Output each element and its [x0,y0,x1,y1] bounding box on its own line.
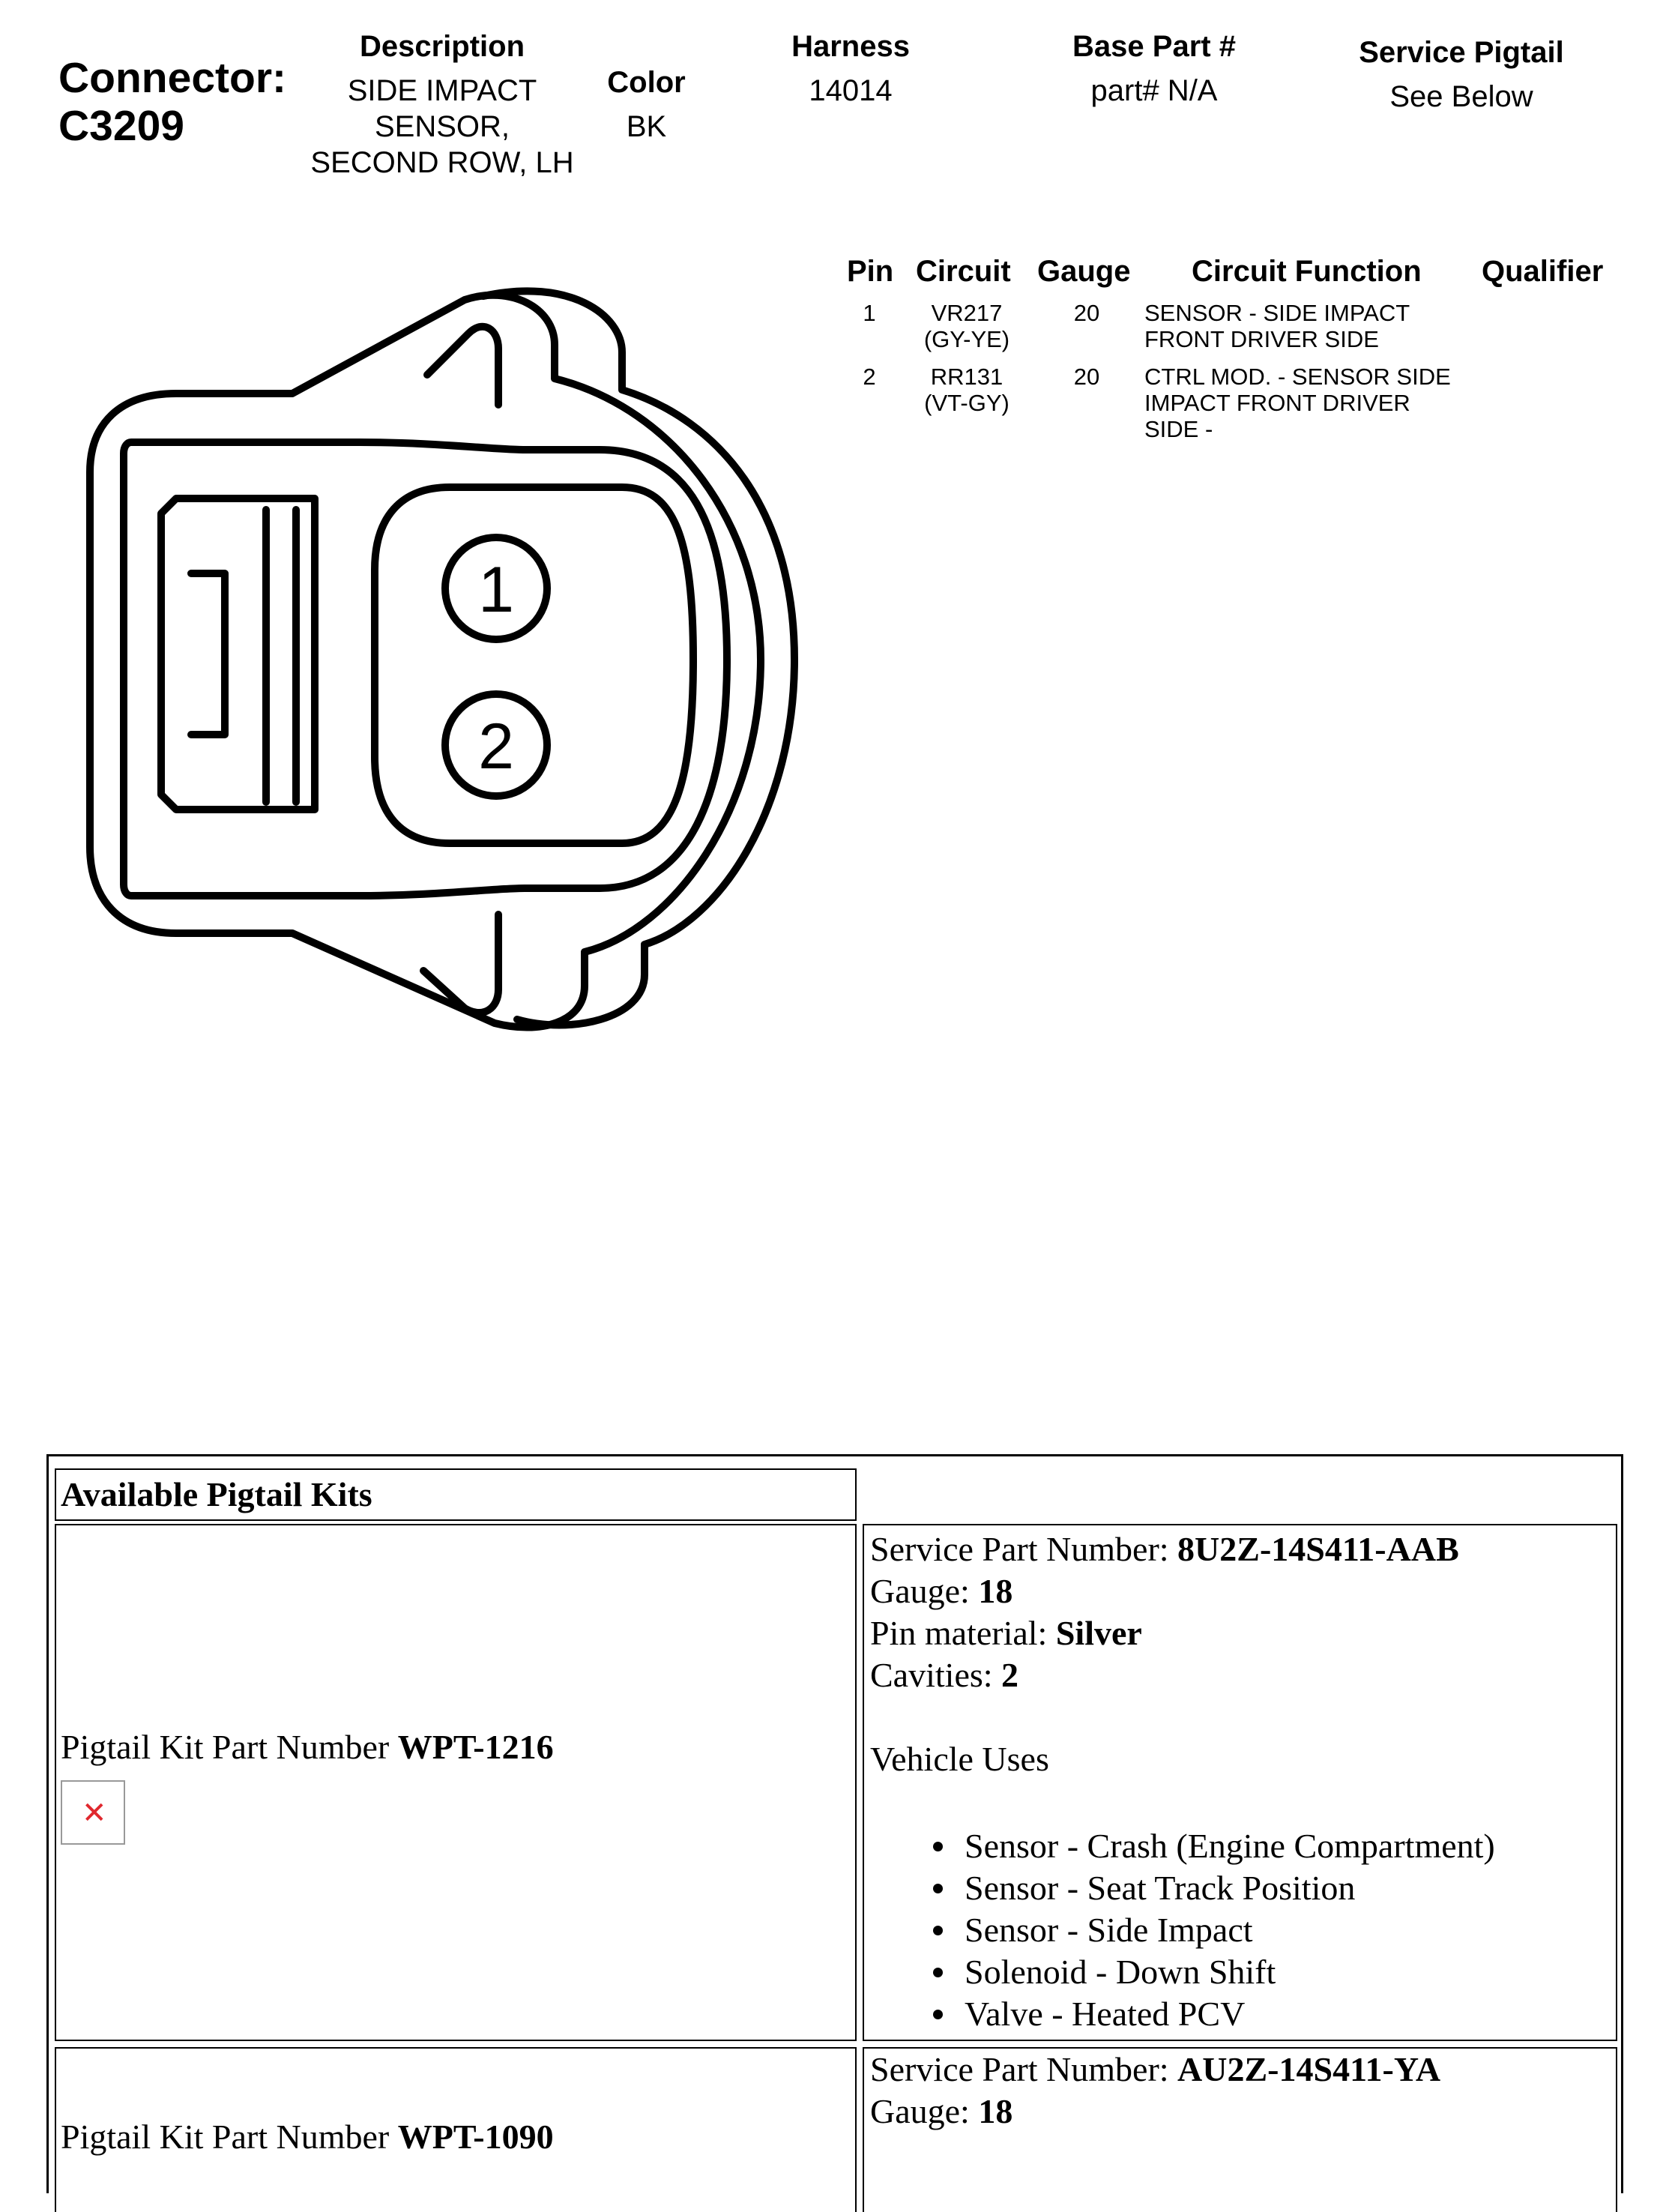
circuit-color: (VT-GY) [924,390,1009,416]
wire-gauge: 20 [1073,300,1100,326]
pigtail-kits-table [46,1454,1623,2193]
connector-face-diagram [71,277,813,1034]
pin-material-label: Pin material: [870,1614,1056,1652]
connector-inner-housing [124,442,727,896]
gauge-line [870,2091,1440,2133]
pin-number: 2 [863,364,876,390]
cavities-value: 2 [1001,1656,1019,1694]
description-label: Description [359,30,525,63]
circuit-function-line: FRONT DRIVER SIDE [1144,326,1379,352]
circuit-function-line: SIDE - [1144,416,1213,442]
circuit-function [1144,300,1410,352]
circuit-id: VR217 [931,300,1003,326]
vehicle-use-item: Sensor - Side Impact [870,1909,1495,1951]
color-value: BK [626,110,667,143]
circuit-function-line: IMPACT FRONT DRIVER [1144,390,1410,416]
description-column [285,30,600,181]
kit-2-left-cell [55,2047,857,2212]
vehicle-use-item: Valve - Heated PCV [870,1993,1495,2035]
circuit-id: RR131 [930,364,1004,390]
kit-2-right-cell [863,2047,1617,2212]
pin-1-label: 1 [478,554,514,626]
connector-id: C3209 [58,102,184,150]
vehicle-uses-label: Vehicle Uses [870,1740,1049,1778]
pin-number: 1 [863,300,876,326]
vehicle-uses-list [870,1825,1495,2035]
pin-2 [445,694,547,796]
description-line: SIDE IMPACT [347,74,537,107]
service-part-label: Service Part Number: [870,2050,1178,2088]
circuit-function-line: SENSOR - SIDE IMPACT [1144,300,1410,326]
pigtail-title-cell [55,1468,857,1521]
color-label: Color [607,66,686,99]
harness-column [757,30,944,109]
base-part-column [1027,30,1282,109]
broken-image-icon: ✕ [61,1780,125,1845]
wire-gauge: 20 [1073,364,1100,390]
service-pigtail-column [1319,36,1604,115]
connector-title [58,54,286,150]
description-line: SENSOR, [374,110,510,143]
connector-top-latch [427,327,498,405]
kit-part-number-value: WPT-1090 [397,2118,554,2156]
harness-value: 14014 [809,74,893,107]
vehicle-use-item: Sensor - Seat Track Position [870,1867,1495,1909]
pin-header: Pin [847,255,894,288]
kit-2-details [870,2049,1440,2133]
service-part-number [870,1528,1495,1570]
kit-part-label: Pigtail Kit Part Number [61,1728,398,1766]
gauge-value: 18 [978,2092,1013,2130]
bullet-icon [933,2010,943,2019]
pin-material-value: Silver [1055,1614,1142,1652]
gauge-label: Gauge: [870,1572,979,1610]
service-part-value: 8U2Z-14S411-AAB [1177,1530,1459,1568]
bullet-icon [933,1884,943,1893]
service-part-number [870,2049,1440,2091]
kit-1-left-cell [55,1524,857,2041]
qualifier-header: Qualifier [1482,255,1604,288]
description-value [285,73,600,181]
pin-2-label: 2 [478,711,514,783]
circuit-color: (GY-YE) [923,326,1010,352]
bullet-icon [933,1842,943,1851]
keyway-lock-tab [191,573,225,735]
kit-1-right-cell [863,1524,1617,2041]
pigtail-title: Available Pigtail Kits [61,1475,372,1513]
connector-keyway [161,498,315,810]
service-pigtail-value: See Below [1389,80,1533,113]
bullet-icon [933,1968,943,1977]
gauge-header: Gauge [1037,255,1131,288]
harness-label: Harness [791,30,910,63]
vehicle-use-item: Solenoid - Down Shift [870,1951,1495,1993]
description-line: SECOND ROW, LH [310,146,574,179]
connector-back-shell [483,291,794,1025]
pin-1 [445,537,547,639]
gauge-line [870,1570,1495,1612]
circuit-code [914,364,1019,416]
circuit-function-header: Circuit Function [1192,255,1422,288]
cavities-line [870,1654,1495,1696]
circuit-function [1144,364,1451,442]
circuit-code [914,300,1019,352]
connector-label: Connector: [58,54,286,102]
kit-2-part-number [61,2116,554,2158]
color-column [577,66,716,145]
service-part-value: AU2Z-14S411-YA [1177,2050,1441,2088]
vehicle-use-item: Sensor - Crash (Engine Compartment) [870,1825,1495,1867]
gauge-label: Gauge: [870,2092,979,2130]
circuit-header: Circuit [916,255,1011,288]
kit-part-number-value: WPT-1216 [397,1728,554,1766]
kit-1-part-number [61,1726,554,1768]
cavities-label: Cavities: [870,1656,1002,1694]
gauge-value: 18 [978,1572,1013,1610]
base-part-label: Base Part # [1072,30,1236,63]
pin-cavity [375,487,693,843]
bullet-icon [933,1926,943,1935]
circuit-function-line: CTRL MOD. - SENSOR SIDE [1144,364,1451,390]
service-part-label: Service Part Number: [870,1530,1178,1568]
kit-1-details [870,1528,1495,2035]
service-pigtail-label: Service Pigtail [1359,36,1564,69]
pin-material-line [870,1612,1495,1654]
base-part-value: part# N/A [1090,74,1218,107]
kit-part-label: Pigtail Kit Part Number [61,2118,398,2156]
